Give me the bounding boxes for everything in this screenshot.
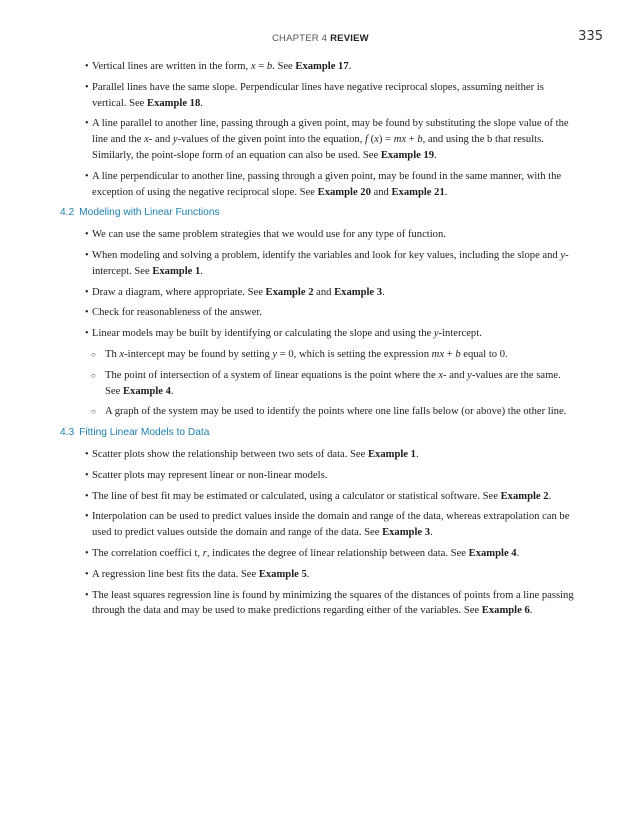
chapter-label — [272, 33, 369, 44]
section-number: 4.3 — [60, 427, 75, 439]
bullet-item: • Vertical lines are written in the form, x = b. See Example 17. — [60, 59, 578, 75]
sub-bullet-item: ○ The point of intersection of a system of linear equations is the point where the x- and y-values are the same. See Example 4. — [60, 368, 578, 400]
running-header — [0, 29, 630, 49]
chapter-section: REVIEW — [330, 33, 369, 44]
bullet-item: • Scatter plots show the relationship between two sets of data. See Example 1. — [60, 447, 578, 463]
section-heading-4-3 — [60, 425, 578, 441]
chapter-number: CHAPTER 4 — [272, 33, 328, 44]
bullet-item: • Linear models may be built by identifying or calculating the slope and using the y-intercept. — [60, 326, 578, 342]
bullet-item: • A line perpendicular to another line, passing through a given point, may be found in the same manner, with the exception of using the negative reciprocal slope. See Example 20 and Example 21. — [60, 169, 578, 201]
review-content — [60, 59, 578, 624]
section-title: Modeling with Linear Functions — [79, 207, 220, 219]
sub-bullet-item: ○ A graph of the system may be used to identify the points where one line falls below (or above) the other line. — [60, 404, 578, 420]
section-title: Fitting Linear Models to Data — [79, 427, 210, 439]
section-heading-4-2 — [60, 205, 578, 221]
top-bullet-list — [60, 59, 578, 200]
bullet-item: • Check for reasonableness of the answer. — [60, 305, 578, 321]
page-number: 335 — [578, 29, 603, 44]
bullet-item: • The least squares regression line is found by minimizing the squares of the distances of points from a line passing through the data and may be used to make predictions regarding either of the variables. See Example 6. — [60, 588, 578, 620]
bullet-item: • Interpolation can be used to predict values inside the domain and range of the data, whereas extrapolation can be used to predict values outside the domain and range of the data. See Example 3. — [60, 509, 578, 541]
bullet-item: • A line parallel to another line, passing through a given point, may be found by substituting the slope value of the line and the x- and y-values of the given point into the equation, f (x) = mx + b, and using the b that results. Similarly, the point-slope form of an equation can also be used. See Example 19. — [60, 116, 578, 163]
section-number: 4.2 — [60, 207, 75, 219]
bullet-item: • Draw a diagram, where appropriate. See Example 2 and Example 3. — [60, 285, 578, 301]
bullet-item: • When modeling and solving a problem, identify the variables and look for key values, including the slope and y-intercept. See Example 1. — [60, 248, 578, 280]
section-4-2-list — [60, 227, 578, 420]
bullet-item: • A regression line best fits the data. See Example 5. — [60, 567, 578, 583]
section-4-3-list — [60, 447, 578, 619]
bullet-item: • The line of best fit may be estimated or calculated, using a calculator or statistical software. See Example 2. — [60, 489, 578, 505]
bullet-item: • The correlation coeffici t, r, indicates the degree of linear relationship between data. See Example 4. — [60, 546, 578, 562]
bullet-item: • Scatter plots may represent linear or non-linear models. — [60, 468, 578, 484]
sub-bullet-item: ○ Th x-intercept may be found by setting y = 0, which is setting the expression mx + b equal to 0. — [60, 347, 578, 363]
bullet-item: • We can use the same problem strategies that we would use for any type of function. — [60, 227, 578, 243]
bullet-item: • Parallel lines have the same slope. Perpendicular lines have negative reciprocal slopes, assuming neither is vertical. See Example 18. — [60, 80, 578, 112]
